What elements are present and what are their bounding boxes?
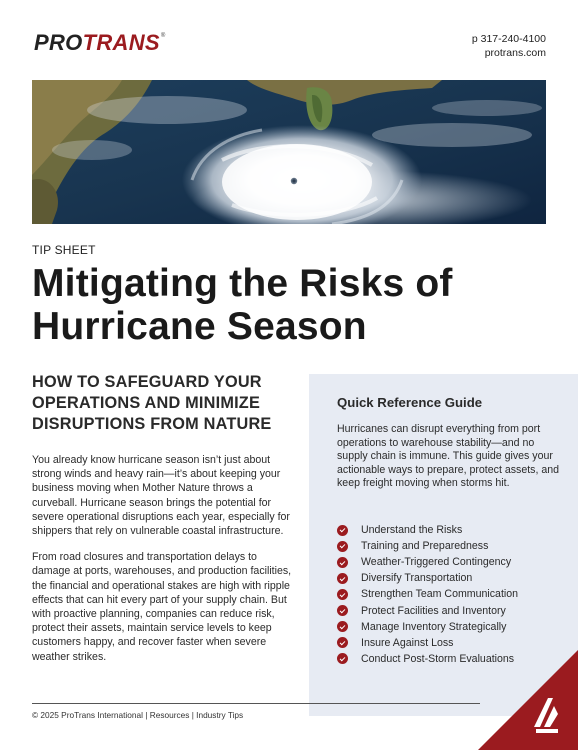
intro-paragraph: You already know hurricane season isn’t just about strong winds and heavy rain—it’s about keeping your business moving when Mother Nature throws a curveball. Hurricane season brings the potential for severe operational disruptions each year, especially for shippers that rely on vulnerable coastal infrastructure. [32,454,290,538]
tip-sheet-label: TIP SHEET [32,243,96,257]
protrans-logo [34,30,165,56]
page-title [32,262,552,348]
check-circle-icon [337,653,348,664]
check-circle-icon [337,557,348,568]
page-title-line-2: Hurricane Season [32,305,367,348]
list-item: Training and Preparedness [337,538,518,554]
contact-info [472,32,546,60]
list-item: Manage Inventory Strategically [337,619,518,635]
brand-corner-mark [478,650,578,750]
second-paragraph: From road closures and transportation delays to damage at ports, warehouses, and production facilities, the financial and operational stakes are high with ripple effects that can hit every part of your supply chain. But with proactive planning, companies can reduce risk, protect their assets, maintain service levels to keep customers happy, and recover faster when severe weather strikes. [32,551,292,663]
phone-number: p 317-240-4100 [471,33,546,45]
list-item: Weather-Triggered Contingency [337,554,518,570]
page-title-line-1: Mitigating the Risks of [32,262,453,305]
check-circle-icon [337,573,348,584]
list-item: Strengthen Team Communication [337,586,518,602]
quick-reference-list [337,522,518,667]
list-item: Conduct Post-Storm Evaluations [337,651,518,667]
check-circle-icon [337,605,348,616]
list-item: Insure Against Loss [337,635,518,651]
check-circle-icon [337,621,348,632]
list-item: Diversify Transportation [337,570,518,586]
section-subtitle: HOW TO SAFEGUARD YOUR OPERATIONS AND MINIMIZE DISRUPTIONS FROM NATURE [32,373,272,433]
logo-wordmark: PROTRANS [34,30,160,55]
quick-reference-title: Quick Reference Guide [337,395,483,410]
list-item: Understand the Risks [337,522,518,538]
check-circle-icon [337,589,348,600]
website-link[interactable]: protrans.com [484,47,546,59]
check-circle-icon [337,525,348,536]
check-circle-icon [337,637,348,648]
hurricane-satellite-image [32,80,546,224]
registered-mark: ® [160,33,166,39]
article-body [32,372,294,664]
quick-reference-intro: Hurricanes can disrupt everything from port operations to warehouse stability—and no supply chain is immune. This guide gives your actionable ways to prepare, protect assets, and keep freight moving when storms hit. [337,423,560,490]
footer-divider [32,703,480,704]
footer-text: © 2025 ProTrans International | Resources | Industry Tips [32,710,244,720]
list-item: Protect Facilities and Inventory [337,602,518,618]
check-circle-icon [337,541,348,552]
